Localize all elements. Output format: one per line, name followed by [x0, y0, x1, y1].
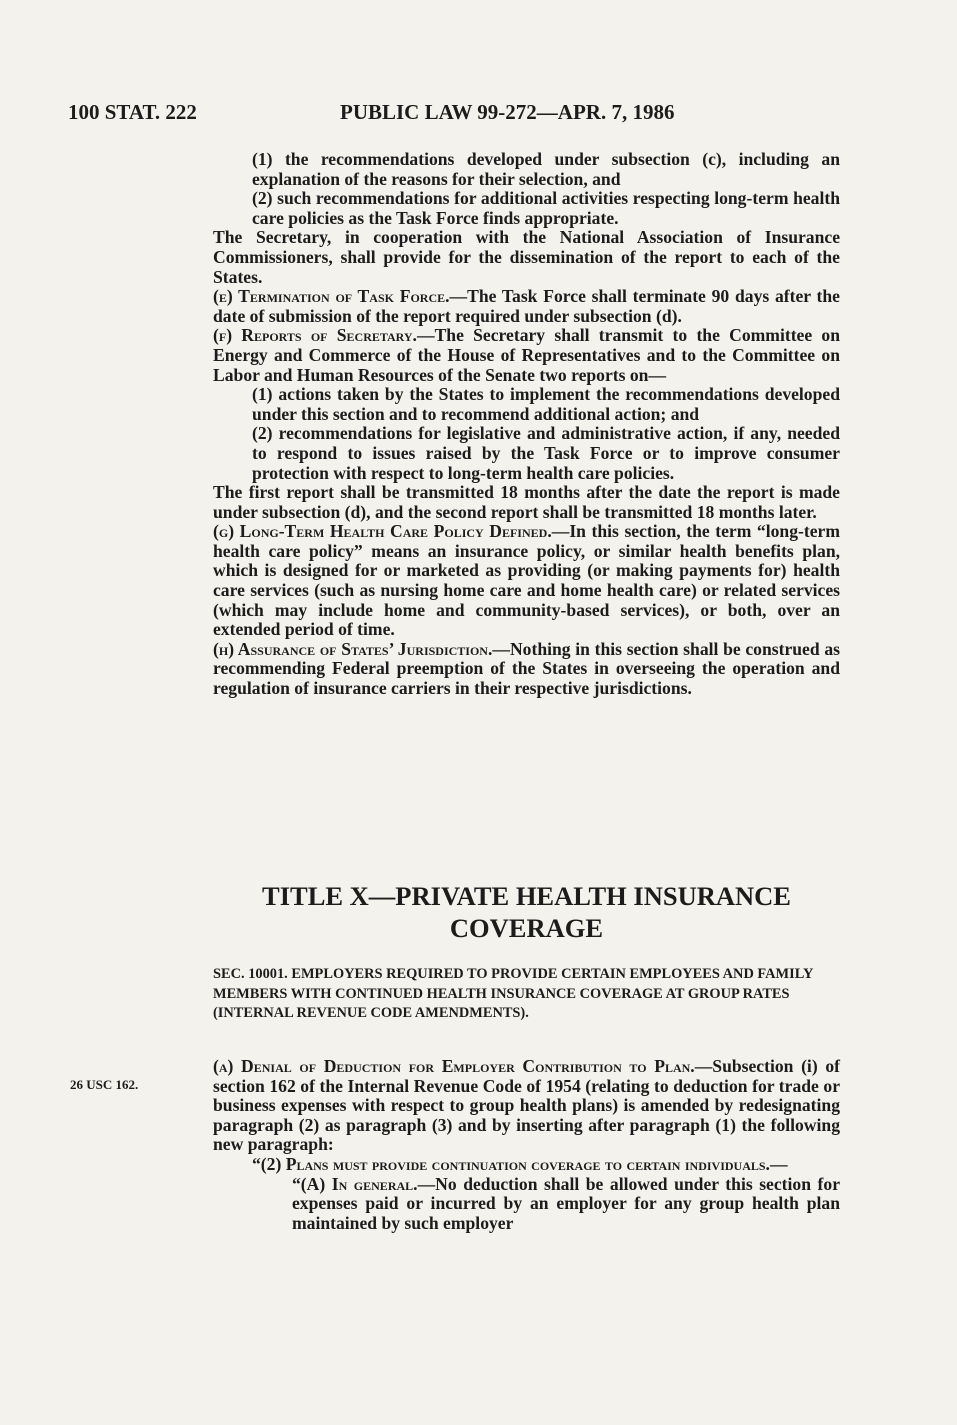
subsection-heading: (f) Reports of Secretary. [213, 325, 417, 346]
section-label: SEC. 10001. [213, 966, 288, 982]
subsection-g: (g) Long-Term Health Care Policy Defined.—In this section, the term “long-term health care policy” means an insurance policy, or similar health benefits plan, which is designed for or marketed as providing (or making payments for) health care services (such as nursing home care and home health care) or related services (which may include home and community-based services), or both, over an extended period of time. [213, 521, 840, 640]
subsection-heading: (h) Assurance of States’ Jurisdiction. [213, 638, 493, 659]
list-item: (1) the recommendations developed under subsection (c), including an explanation of the reasons for their selection, and [252, 149, 840, 189]
paragraph-secretary: The Secretary, in cooperation with the National Association of Insurance Commissioners, shall provide for the dissemination of the report to each of the States. [213, 227, 840, 287]
paragraph-2-heading: “(2) Plans must provide continuation coverage to certain individuals.— [252, 1153, 788, 1174]
subsection-heading: (e) Termination of Task Force. [213, 286, 450, 307]
section-title: EMPLOYERS REQUIRED TO PROVIDE CERTAIN EMPLOYEES AND FAMILY MEMBERS WITH CONTINUED HEALTH INSURANCE COVERAGE AT GROUP RATES (INTERNAL REVENUE CODE AMENDMENTS). [213, 966, 813, 1021]
statute-page-number: 100 STAT. 222 [68, 100, 197, 124]
subsection-heading: “(A) In general. [292, 1173, 418, 1194]
subparagraph-A: “(A) In general.—No deduction shall be allowed under this section for expenses paid or incurred by an employer for any group health plan maintained by such employer [292, 1173, 841, 1233]
subsection-heading: (g) Long-Term Health Care Policy Defined. [213, 521, 552, 542]
title-heading: TITLE X—PRIVATE HEALTH INSURANCE COVERAGE [262, 881, 791, 943]
subsection-heading: (a) Denial of Deduction for Employer Contribution to Plan. [213, 1056, 695, 1076]
subsection-e: (e) Termination of Task Force.—The Task Force shall terminate 90 days after the date of submission of the report required under subsection (d). [213, 286, 840, 326]
body-text [213, 150, 840, 699]
amendment-text [213, 1057, 840, 1233]
margin-note: 26 USC 162. [70, 1077, 139, 1092]
section-heading [213, 965, 840, 1024]
list-item: (1) actions taken by the States to implement the recommendations developed under this section and to recommend additional action; and [252, 384, 840, 424]
subsection-a: (a) Denial of Deduction for Employer Contribution to Plan.—Subsection (i) of section 162 of the Internal Revenue Code of 1954 (relating to deduction for trade or business expenses with respect to group health plans) is amended by redesignating paragraph (2) as paragraph (3) and by inserting after paragraph (1) the following new paragraph: [213, 1056, 840, 1155]
subsection-h: (h) Assurance of States’ Jurisdiction.—Nothing in this section shall be construed as recommending Federal preemption of the States in overseeing the operation and regulation of insurance carriers in their respective jurisdictions. [213, 638, 840, 699]
list-item: (2) recommendations for legislative and administrative action, if any, needed to respond to issues raised by the Task Force or to improve consumer protection with respect to long-term health care policies. [252, 423, 840, 483]
public-law-citation: PUBLIC LAW 99-272—APR. 7, 1986 [340, 100, 675, 124]
paragraph-first-report: The first report shall be transmitted 18 months after the date the report is made under subsection (d), and the second report shall be transmitted 18 months later. [213, 482, 840, 522]
list-item: (2) such recommendations for additional activities respecting long-term health care policies as the Task Force finds appropriate. [252, 188, 840, 228]
subsection-f: (f) Reports of Secretary.—The Secretary shall transmit to the Committee on Energy and Commerce of the House of Representatives and to the Committee on Labor and Human Resources of the Senate two reports on— [213, 325, 841, 385]
